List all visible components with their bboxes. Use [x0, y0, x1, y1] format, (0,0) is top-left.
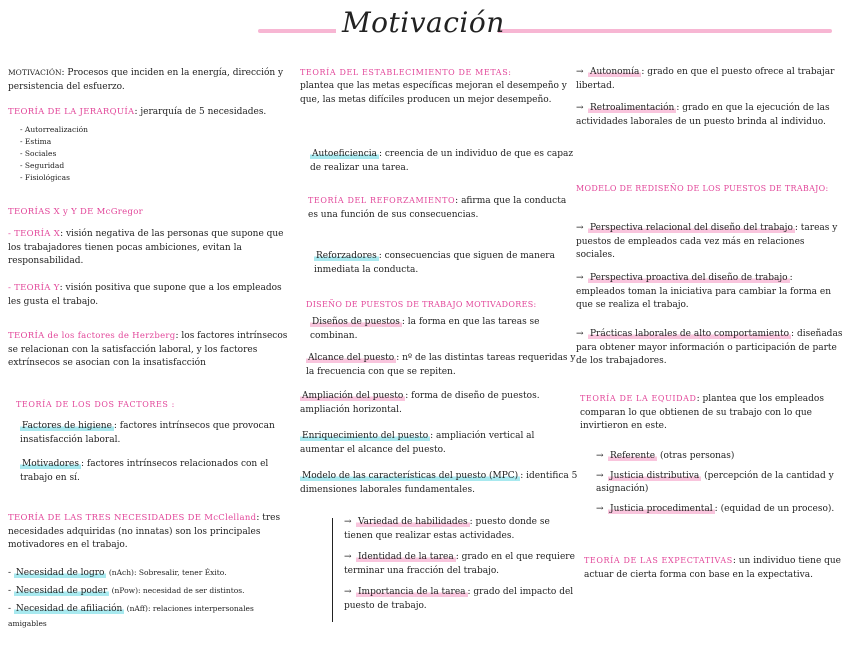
expectativas-text: : un individuo tiene que actuar de cierta forma con base en la expectativa. — [584, 556, 842, 580]
autonomia: → Autonomía : grado en que el puesto ofrece al trabajar libertad. — [576, 67, 835, 91]
list-item: → Variedad de habilidades : puesto donde se tienen que realizar estas actividades. — [344, 517, 550, 541]
autonomia-label: Autonomía — [590, 67, 640, 77]
proactiva-text: : empleados toman la iniciativa para cambiar la forma en que se realiza el trabajo. — [576, 273, 831, 310]
reforzamiento-text: : afirma que la conducta es una función de sus consecuencias. — [308, 196, 567, 220]
expectativas-label: TEORÍA DE LAS EXPECTATIVAS — [584, 556, 733, 565]
motivadores-text: : factores intrínsecos relacionados con el trabajo en sí. — [20, 459, 269, 483]
mcclelland-label: TEORÍA DE LAS TRES NECESIDADES DE McClelland — [8, 513, 257, 523]
list-item: - Sociales — [20, 149, 57, 158]
practicas-laborales: → Prácticas laborales de alto comportamiento : diseñadas para obtener mayor información o participación de parte de los trabajadores. — [576, 329, 843, 366]
afiliacion-text: (nAff): relaciones interpersonales amigables — [8, 604, 254, 628]
reforzadores-text: : consecuencias que siguen de manera inmediata la conducta. — [314, 251, 555, 275]
enriquecimiento-text: : ampliación vertical al aumentar el alcance del puesto. — [300, 431, 535, 455]
relacional-label: Perspectiva relacional del diseño del trabajo — [590, 223, 793, 233]
metas-text: plantea que las metas específicas mejoran el desempeño y que, las metas difíciles producen un mejor desempeño. — [300, 81, 567, 105]
equidad-text: : plantea que los empleados comparan lo que obtienen de su trabajo con lo que invirtieron en este. — [580, 394, 824, 431]
equidad — [580, 392, 844, 434]
y-text: : visión positiva que supone que a los empleados les gusta el trabajo. — [8, 283, 282, 307]
reforzadores-label: Reforzadores — [316, 251, 377, 261]
jerarquia-def — [8, 106, 266, 120]
x-label: - TEORÍA X — [8, 229, 61, 239]
list-item: - Autorrealización — [20, 125, 88, 134]
motivadores-label: Motivadores — [22, 459, 80, 469]
x-text: : visión negativa de las personas que supone que los trabajadores tienen pocas ambiciones, evitan la responsabilidad. — [8, 229, 284, 266]
poder-text: (nPow): necesidad de ser distintos. — [109, 586, 245, 595]
rediseno-heading: MODELO DE REDISEÑO DE LOS PUESTOS DE TRABAJO: — [576, 184, 829, 193]
reforzamiento — [308, 194, 576, 222]
practicas-text: : diseñadas para obtener mayor información o participación de parte de los trabajadores. — [576, 329, 843, 366]
ampliacion-label: Ampliación del puesto — [302, 391, 404, 401]
list-item: → Identidad de la tarea : grado en el que requiere terminar una fracción del trabajo. — [344, 552, 575, 576]
motivacion-text: : Procesos que inciden en la energía, dirección y persistencia del esfuerzo. — [8, 68, 284, 92]
mpc-brace — [332, 518, 341, 622]
page-title: Motivación — [336, 6, 498, 39]
equidad-list — [596, 450, 842, 516]
logro-label: Necesidad de logro — [15, 568, 105, 578]
teoria-x — [8, 228, 290, 269]
jerarquia-list — [20, 124, 88, 184]
diseno-heading: DISEÑO DE PUESTOS DE TRABAJO MOTIVADORES: — [306, 300, 537, 309]
autoeficacia — [310, 148, 576, 175]
motivacion-label: MOTIVACIÓN — [8, 68, 62, 77]
higiene — [20, 420, 282, 447]
higiene-label: Factores de higiene — [22, 421, 112, 431]
teoria-y — [8, 282, 290, 309]
enriquecimiento-puesto — [300, 430, 578, 457]
autonomia-text: : grado en que el puesto ofrece al trabajar libertad. — [576, 67, 835, 91]
disenos-label: Diseños de puestos — [312, 317, 400, 327]
alcance-label: Alcance del puesto — [308, 353, 395, 363]
enriquecimiento-label: Enriquecimiento del puesto — [302, 431, 429, 441]
logro-text: (nAch): Sobresalir, tener Éxito. — [106, 568, 227, 577]
relacional-text: : tareas y puestos de empleados cada vez más en relaciones sociales. — [576, 223, 838, 260]
mpc-list — [344, 516, 580, 613]
poder-label: Necesidad de poder — [15, 586, 108, 596]
ampliacion-puesto — [300, 390, 578, 417]
list-item: → Importancia de la tarea : grado del impacto del puesto de trabajo. — [344, 587, 574, 611]
disenos-puestos — [310, 316, 576, 343]
herzberg — [8, 330, 290, 371]
afiliacion-label: Necesidad de afiliación — [15, 604, 123, 614]
reforzadores — [314, 250, 576, 277]
equidad-label: TEORÍA DE LA EQUIDAD — [580, 394, 697, 403]
retro-text: : grado en que la ejecución de las actividades laborales de un puesto brinda al individuo. — [576, 103, 830, 127]
retro-label: Retroalimentación — [590, 103, 675, 113]
perspectiva-relacional: → Perspectiva relacional del diseño del trabajo : tareas y puestos de empleados cada vez más en relaciones sociales. — [576, 223, 838, 260]
motivacion-def — [8, 66, 290, 94]
retroalimentacion: → Retroalimentación : grado en que la ejecución de las actividades laborales de un puesto brinda al individuo. — [576, 103, 830, 127]
xy-heading: TEORÍAS X y Y DE McGregor — [8, 207, 144, 217]
list-item: → Referente (otras personas) — [596, 451, 735, 461]
alcance-text: : nº de las distintas tareas requeridas y la frecuencia con que se repiten. — [306, 353, 576, 377]
practicas-label: Prácticas laborales de alto comportamiento — [590, 329, 790, 339]
mpc-text: : identifica 5 dimensiones laborales fundamentales. — [300, 471, 578, 495]
ampliacion-text: : forma de diseño de puestos. ampliación horizontal. — [300, 391, 540, 415]
dos-factores-heading: TEORÍA DE LOS DOS FACTORES : — [16, 400, 175, 409]
jerarquia-text: : jerarquía de 5 necesidades. — [134, 107, 267, 117]
higiene-text: : factores intrínsecos que provocan insatisfacción laboral. — [20, 421, 275, 445]
perspectiva-proactiva: → Perspectiva proactiva del diseño de trabajo : empleados toman la iniciativa para cambiar la forma en que se realiza el trabajo. — [576, 273, 831, 310]
list-item: → Justicia distributiva (percepción de la cantidad y asignación) — [596, 470, 834, 494]
mpc-label: Modelo de las características del puesto (MPC) — [302, 471, 519, 481]
jerarquia-label: TEORÍA DE LA JERARQUÍA — [8, 107, 135, 117]
mcclelland — [8, 512, 290, 553]
list-item: - Fisiológicas — [20, 173, 70, 182]
disenos-text: : la forma en que las tareas se combinan. — [310, 317, 540, 341]
reforzamiento-label: TEORÍA DEL REFORZAMIENTO — [308, 196, 456, 205]
expectativas — [584, 554, 844, 582]
list-item: - Estima — [20, 137, 52, 146]
necesidad-logro: - Necesidad de logro (nAch): Sobresalir, tener Éxito. — [8, 568, 227, 578]
autoeficacia-text: : creencia de un individuo de que es capaz de realizar una tarea. — [310, 149, 574, 173]
list-item: → Justicia procedimental : (equidad de un proceso). — [596, 503, 835, 514]
necesidad-poder: - Necesidad de poder (nPow): necesidad de ser distintos. — [8, 586, 245, 596]
proactiva-label: Perspectiva proactiva del diseño de trabajo — [590, 273, 788, 283]
y-label: - TEORÍA Y — [8, 283, 60, 293]
autoeficacia-label: Autoeficiencia — [312, 149, 377, 159]
mcclelland-text: : tres necesidades adquiridas (no innatas) son los principales motivadores en el trabajo. — [8, 513, 281, 550]
list-item: - Seguridad — [20, 161, 65, 170]
herzberg-text: : los factores intrínsecos se relacionan con la satisfacción laboral, y los factores extrínsecos se asocian con la insatisfacción — [8, 331, 288, 368]
motivadores — [20, 458, 282, 485]
necesidad-afiliacion: - Necesidad de afiliación (nAff): relaciones interpersonales amigables — [8, 604, 254, 628]
mpc — [300, 470, 578, 497]
metas-heading: TEORÍA DEL ESTABLECIMIENTO DE METAS: — [300, 68, 512, 77]
alcance-puesto — [306, 352, 578, 379]
herzberg-label: TEORÍA de los factores de Herzberg — [8, 331, 176, 341]
